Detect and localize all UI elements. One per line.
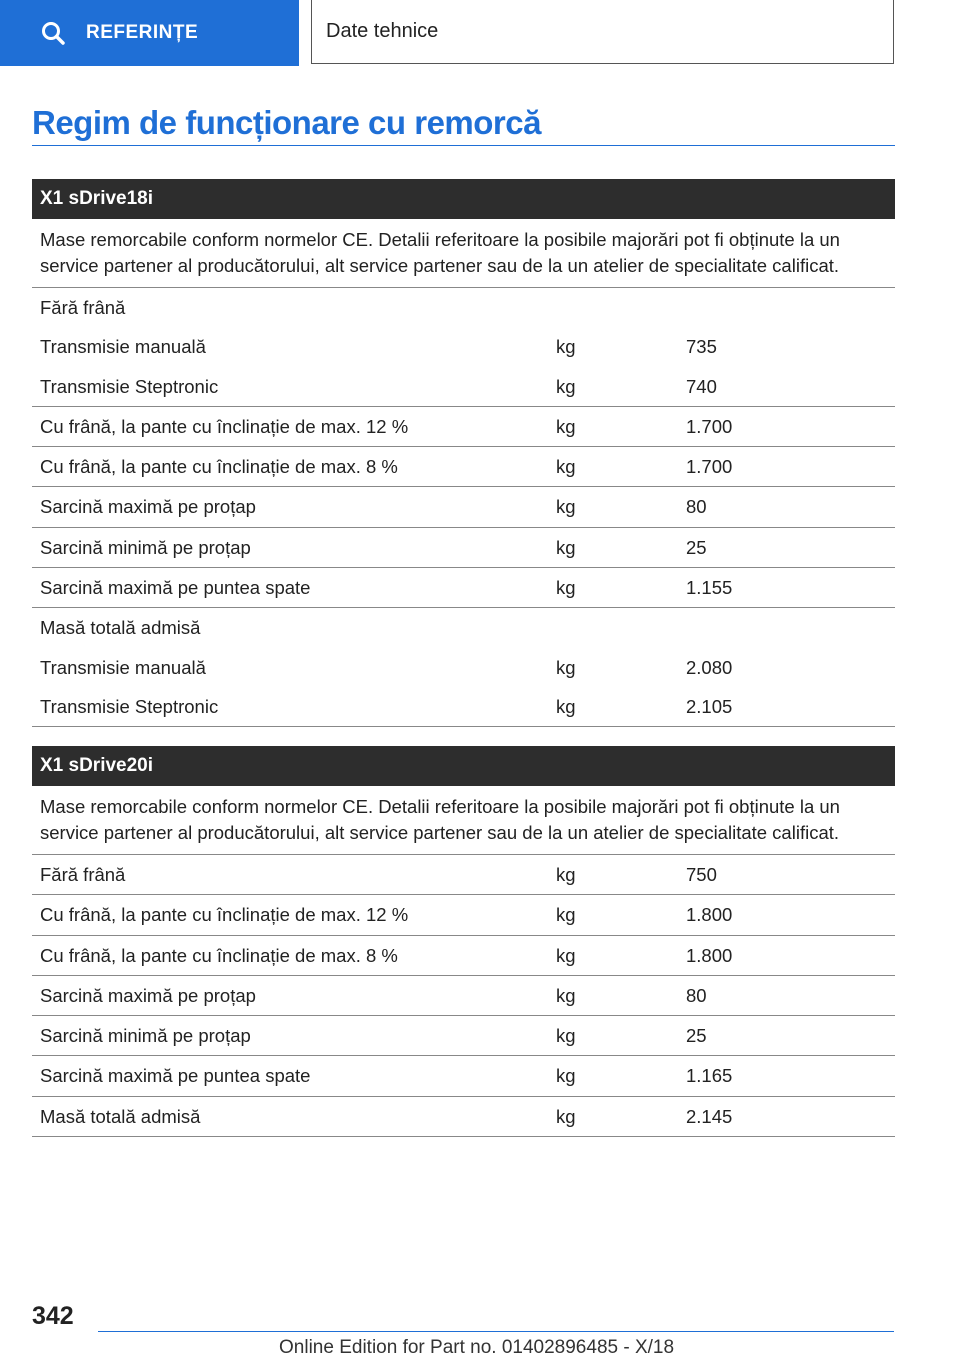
row-label: Masă totală admisă — [40, 617, 201, 639]
row-unit: kg — [556, 456, 576, 478]
footer-divider — [98, 1331, 894, 1332]
row-label: Sarcină minimă pe proțap — [40, 1025, 251, 1047]
table-row — [32, 936, 895, 976]
table-row — [32, 1016, 895, 1056]
referinte-tab[interactable] — [0, 0, 299, 66]
table-row — [32, 487, 895, 527]
row-value: 1.800 — [686, 904, 733, 926]
row-value: 750 — [686, 864, 717, 885]
row-unit: kg — [556, 656, 576, 678]
row-label: Transmisie manuală — [40, 336, 206, 358]
row-label: Sarcină maximă pe proțap — [40, 496, 256, 518]
row-value: 1.165 — [686, 1065, 733, 1087]
section-tab-label: Date tehnice — [326, 20, 439, 42]
table-row — [32, 288, 895, 327]
row-value: 735 — [686, 336, 717, 358]
row-unit: kg — [556, 415, 576, 437]
table-row — [32, 528, 895, 568]
row-label: Cu frână, la pante cu înclinație de max. 12 % — [40, 904, 409, 926]
section-tab-date-tehnice[interactable] — [311, 0, 894, 64]
row-value: 2.080 — [686, 656, 733, 678]
referinte-tab-label: REFERINȚE — [86, 22, 199, 43]
top-nav — [0, 0, 960, 66]
row-value: 1.700 — [686, 456, 733, 478]
title-divider — [32, 145, 895, 146]
row-value: 2.105 — [686, 695, 733, 717]
row-label: Transmisie Steptronic — [40, 375, 219, 397]
row-label: Sarcină minimă pe proțap — [40, 536, 251, 558]
table-row — [32, 447, 895, 487]
table-heading: X1 sDrive20i — [32, 746, 895, 786]
row-unit: kg — [556, 864, 576, 885]
row-label: Fără frână — [40, 864, 126, 885]
row-value: 25 — [686, 536, 707, 558]
row-unit: kg — [556, 336, 576, 358]
row-label: Masă totală admisă — [40, 1105, 201, 1127]
table-row — [32, 608, 895, 647]
row-label: Sarcină maximă pe puntea spate — [40, 1065, 311, 1087]
table-heading: X1 sDrive18i — [32, 179, 895, 219]
row-label: Sarcină maximă pe proțap — [40, 984, 256, 1006]
row-label: Cu frână, la pante cu înclinație de max. 12 % — [40, 415, 409, 437]
row-unit: kg — [556, 375, 576, 397]
row-value: 25 — [686, 1025, 707, 1047]
row-unit: kg — [556, 1065, 576, 1087]
row-unit: kg — [556, 944, 576, 966]
row-unit: kg — [556, 577, 576, 599]
table-row — [32, 1056, 895, 1096]
table-intro: Mase remorcabile conform normelor CE. Detalii referitoare la posibile majorări pot fi obținute la un service partener al producătorului, alt service partener sau de la un atelier de specialitate calificat. — [32, 786, 895, 855]
row-unit: kg — [556, 536, 576, 558]
table-row — [32, 1097, 895, 1137]
row-unit: kg — [556, 1105, 576, 1127]
row-label: Sarcină maximă pe puntea spate — [40, 577, 311, 599]
row-label: Cu frână, la pante cu înclinație de max. 8 % — [40, 456, 398, 478]
table-rows — [32, 288, 895, 727]
row-unit: kg — [556, 695, 576, 717]
table-row — [32, 687, 895, 727]
table-row — [32, 367, 895, 407]
row-unit: kg — [556, 1025, 576, 1047]
table-intro: Mase remorcabile conform normelor CE. Detalii referitoare la posibile majorări pot fi obținute la un service partener al producătorului, alt service partener sau de la un atelier de specialitate calificat. — [32, 219, 895, 288]
row-value: 1.800 — [686, 944, 733, 966]
page-title: Regim de funcționare cu remorcă — [32, 104, 541, 141]
table-row — [32, 895, 895, 935]
row-unit: kg — [556, 984, 576, 1006]
table-row — [32, 648, 895, 687]
row-label: Transmisie manuală — [40, 656, 206, 678]
table-row — [32, 855, 895, 895]
row-unit: kg — [556, 904, 576, 926]
row-label: Fără frână — [40, 297, 126, 318]
spec-table-sdrive20i — [32, 746, 895, 1137]
row-label: Transmisie Steptronic — [40, 695, 219, 717]
row-value: 1.700 — [686, 415, 733, 437]
spec-table-sdrive18i — [32, 179, 895, 727]
table-row — [32, 976, 895, 1016]
search-icon — [40, 20, 66, 46]
row-value: 80 — [686, 984, 707, 1006]
table-row — [32, 327, 895, 366]
row-label: Cu frână, la pante cu înclinație de max. 8 % — [40, 944, 398, 966]
table-row — [32, 407, 895, 447]
row-value: 80 — [686, 496, 707, 518]
row-value: 740 — [686, 375, 717, 397]
row-unit: kg — [556, 496, 576, 518]
table-row — [32, 568, 895, 608]
table-rows — [32, 855, 895, 1137]
row-value: 1.155 — [686, 577, 733, 599]
row-value: 2.145 — [686, 1105, 733, 1127]
edition-text: Online Edition for Part no. 01402896485 - X/18 — [279, 1337, 675, 1358]
page-number: 342 — [32, 1302, 74, 1330]
